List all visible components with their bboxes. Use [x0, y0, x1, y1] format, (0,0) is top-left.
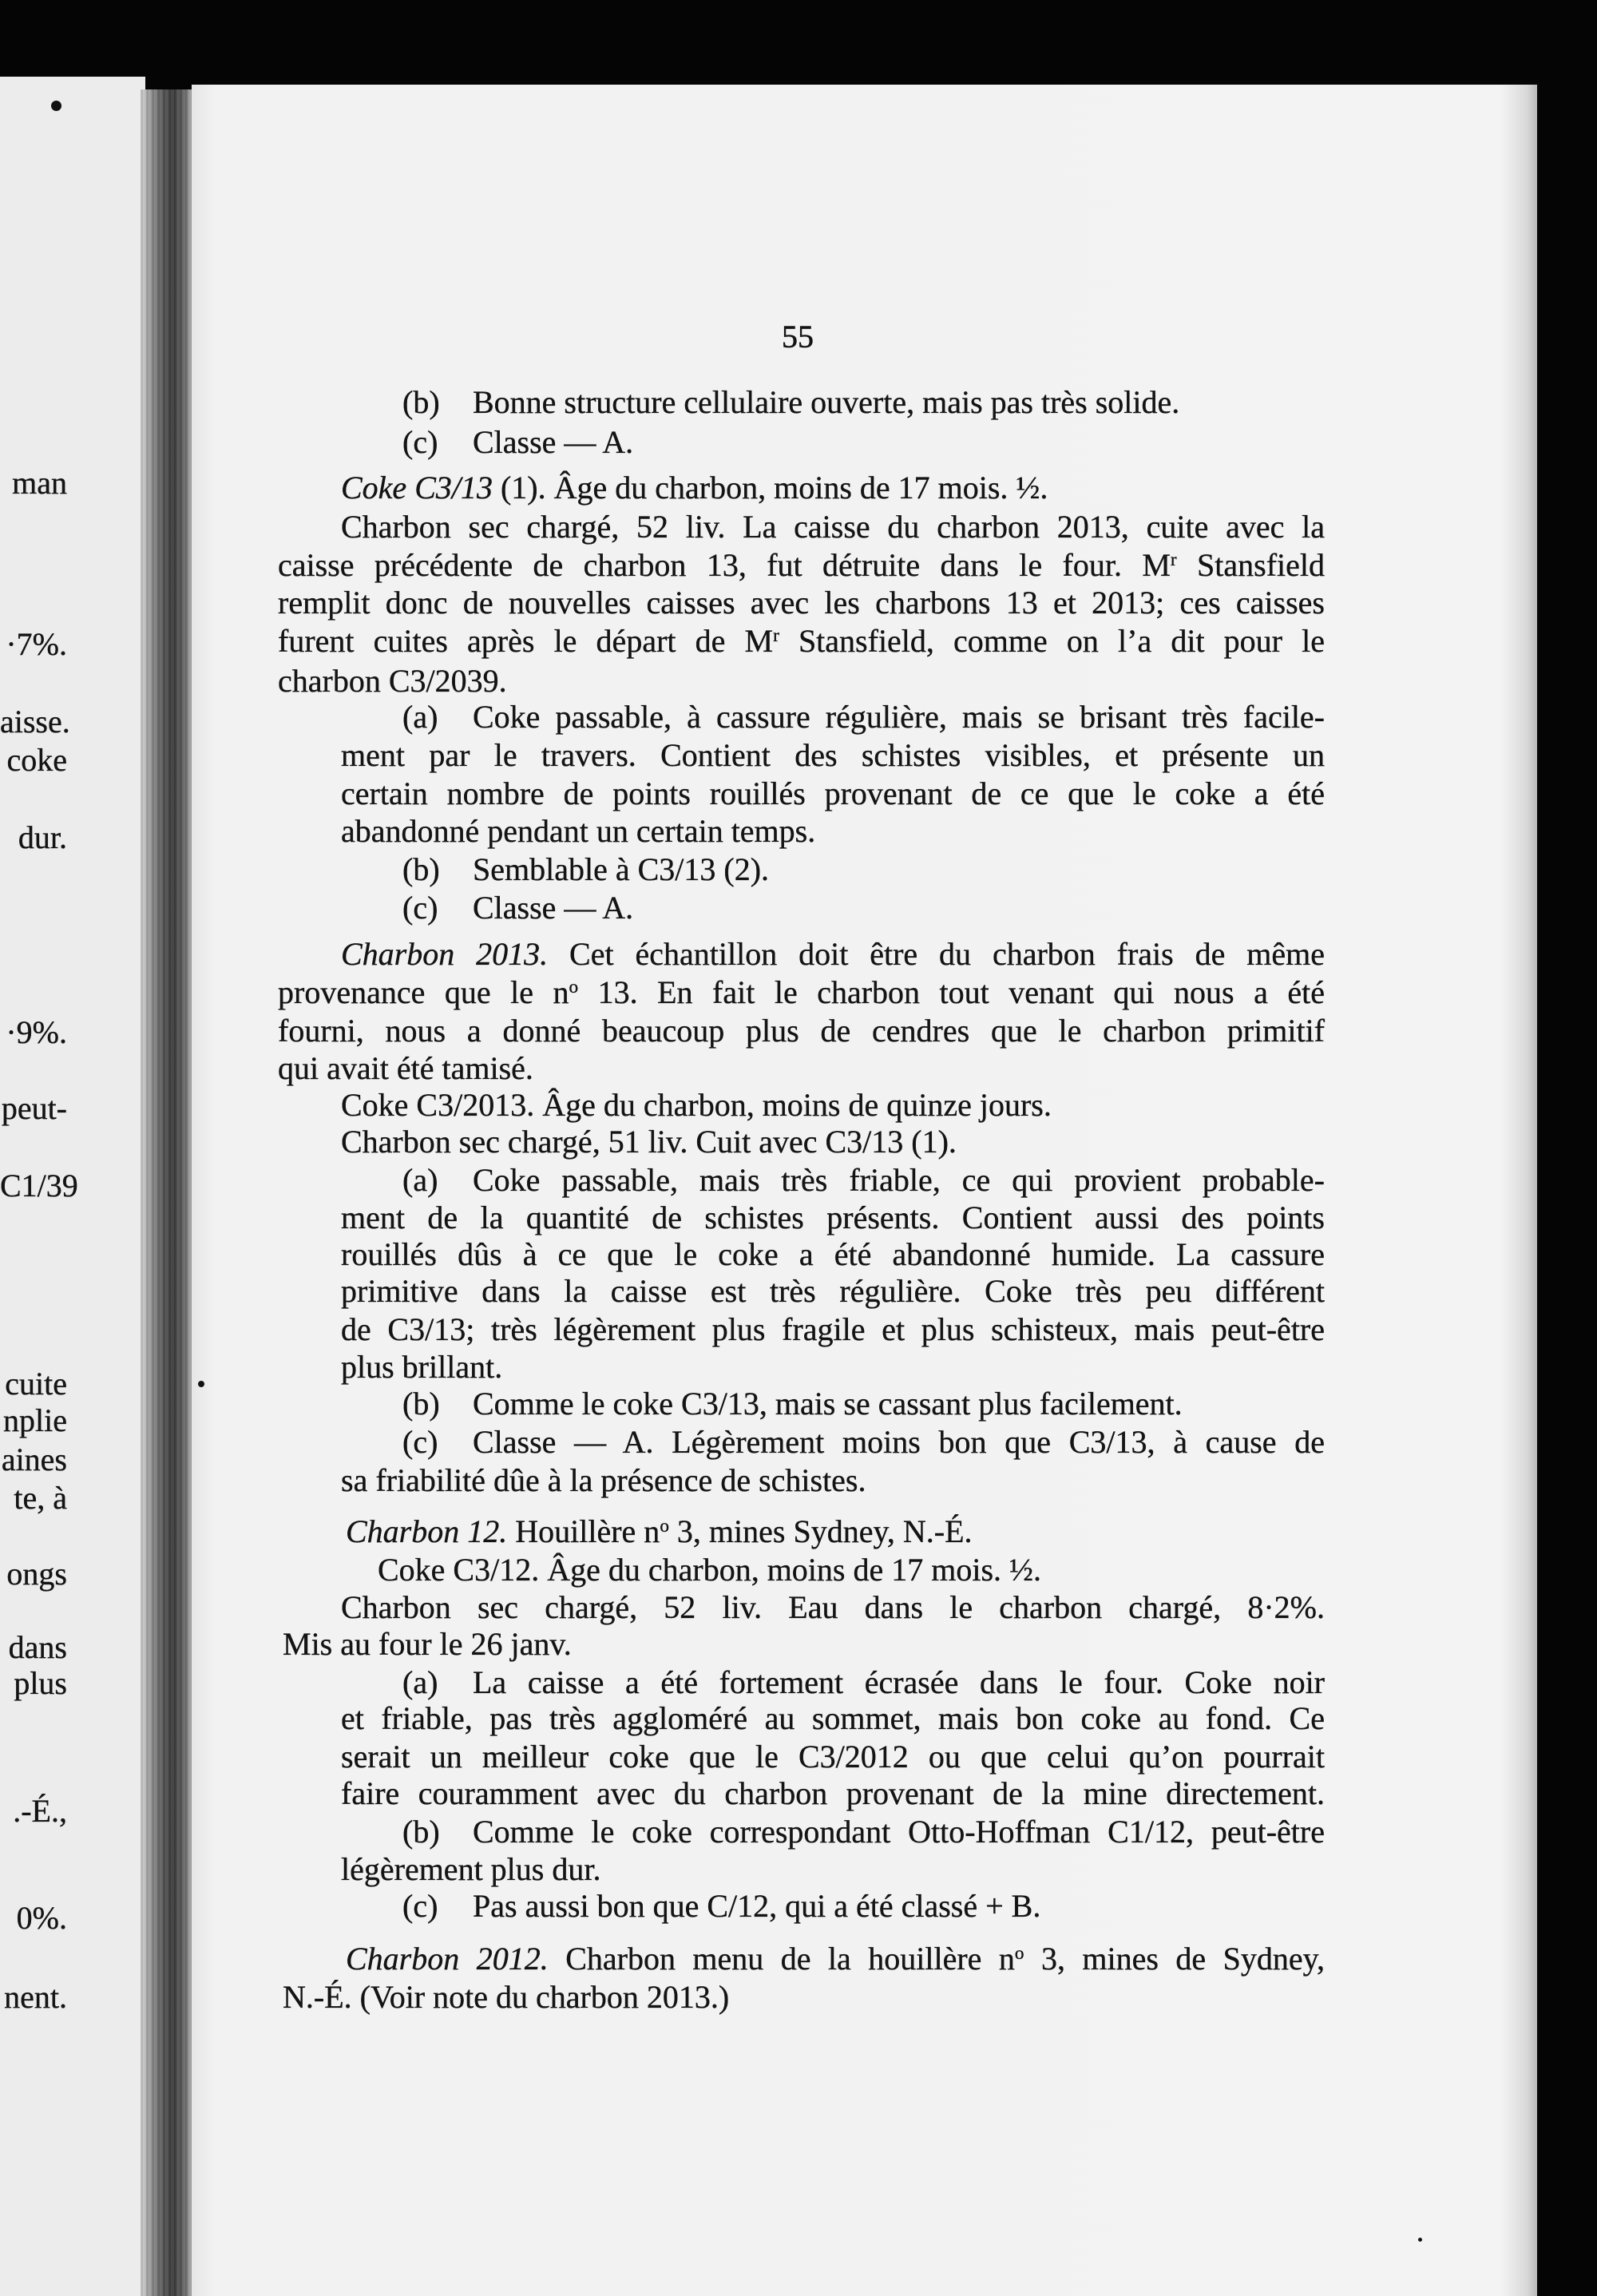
- text-line: [341, 1775, 1325, 1813]
- superscript: r: [773, 625, 779, 647]
- superscript: r: [1170, 549, 1177, 571]
- text-line: [341, 1272, 1325, 1311]
- item-marker: (c): [402, 1888, 438, 1924]
- line-text: Coke passable, à cassure régulière, mais se brisant très facile-: [473, 699, 1325, 735]
- text-line: [341, 1311, 1325, 1349]
- item-marker: (a): [402, 1162, 438, 1198]
- fragment-text: man: [12, 465, 67, 501]
- fragment-text: te, à: [14, 1480, 67, 1516]
- text-line: [402, 1161, 1325, 1200]
- text-line: [341, 508, 1325, 546]
- ink-speck: [198, 1381, 204, 1387]
- line-text: Pas aussi bon que C/12, qui a été classé + B.: [473, 1888, 1041, 1924]
- text-line: [402, 383, 1325, 422]
- line-text: Charbon menu de la houillère n: [565, 1941, 1015, 1977]
- line-text: (1). Âge du charbon, moins de 17 mois. ½.: [500, 470, 1048, 506]
- line-text: sa friabilité dûe à la présence de schistes.: [341, 1462, 866, 1498]
- text-line: [278, 974, 1325, 1012]
- text-line: [341, 1086, 1325, 1124]
- text-line: [346, 1940, 1325, 1978]
- line-text: Mis au four le 26 janv.: [283, 1626, 572, 1662]
- text-line: [341, 1850, 1325, 1889]
- superscript: o: [1014, 1943, 1024, 1965]
- line-text: 3, mines de Sydney,: [1040, 1941, 1326, 1977]
- text-line: [341, 1588, 1325, 1627]
- entry-heading: Charbon 12.: [346, 1513, 508, 1549]
- text-line: [341, 1348, 1325, 1386]
- text-line: [341, 1235, 1325, 1274]
- line-text: Classe — A.: [473, 890, 634, 926]
- text-line: [341, 935, 1325, 974]
- line-text: Houillère n: [515, 1513, 660, 1549]
- text-line: [278, 546, 1325, 585]
- line-text: faire couramment avec du charbon provenant de la mine directement.: [341, 1775, 1325, 1811]
- text-line: [341, 1199, 1325, 1237]
- text-line: [402, 1664, 1325, 1702]
- text-line: [402, 851, 1325, 889]
- text-line: [402, 1887, 1325, 1925]
- superscript: o: [660, 1516, 669, 1537]
- text-line: [283, 1625, 1325, 1664]
- fragment-text: nent.: [4, 1979, 67, 2015]
- line-text: ment de la quantité de schistes présents. Contient aussi des points: [341, 1200, 1325, 1235]
- text-line: [402, 698, 1325, 736]
- line-text: ment par le travers. Contient des schistes visibles, et présente un: [341, 737, 1325, 773]
- text-line: [278, 584, 1325, 622]
- line-text: 13. En fait le charbon tout venant qui nous a été: [597, 974, 1325, 1010]
- line-text: légèrement plus dur.: [341, 1851, 601, 1887]
- fragment-text: nplie: [3, 1402, 67, 1438]
- book-gutter: [141, 89, 195, 2296]
- text-line: [402, 423, 1325, 462]
- item-marker: (b): [402, 384, 440, 420]
- line-text: certain nombre de points rouillés provenant de ce que le coke a été: [341, 775, 1325, 811]
- fragment-text: dans: [8, 1629, 67, 1665]
- text-line: [402, 1813, 1325, 1851]
- entry-heading: Coke C3/13: [341, 470, 493, 506]
- item-marker: (b): [402, 1814, 440, 1850]
- line-text: Comme le coke correspondant Otto-Hoffman C1/12, peut-être: [473, 1814, 1325, 1850]
- line-text: Stansfield: [1197, 547, 1325, 583]
- fragment-text: 0%.: [16, 1900, 67, 1936]
- entry-heading: Charbon 2012.: [346, 1941, 549, 1977]
- text-line: [341, 775, 1325, 813]
- entry-heading: Charbon 2013.: [341, 936, 549, 972]
- fragment-text: ongs: [6, 1556, 67, 1592]
- text-line: [341, 736, 1325, 775]
- line-text: Cet échantillon doit être du charbon frais de même: [569, 936, 1326, 972]
- line-text: Charbon sec chargé, 51 liv. Cuit avec C3/13 (1).: [341, 1124, 957, 1160]
- line-text: Coke C3/12. Âge du charbon, moins de 17 mois. ½.: [378, 1552, 1042, 1588]
- text-line: [341, 1461, 1325, 1500]
- item-marker: (c): [402, 424, 438, 460]
- line-text: Bonne structure cellulaire ouverte, mais pas très solide.: [473, 384, 1180, 420]
- text-line: [278, 1049, 1325, 1088]
- ink-speck: [51, 101, 61, 111]
- item-marker: (c): [402, 890, 438, 926]
- text-line: [278, 662, 1325, 700]
- fragment-text: aines: [1, 1441, 67, 1477]
- line-text: serait un meilleur coke que le C3/2012 ou que celui qu’on pourrait: [341, 1739, 1325, 1775]
- item-marker: (b): [402, 851, 440, 887]
- line-text: Coke passable, mais très friable, ce qui provient probable-: [473, 1162, 1325, 1198]
- line-text: 3, mines Sydney, N.-É.: [676, 1513, 973, 1549]
- fragment-text: .-É.,: [13, 1793, 67, 1829]
- fragment-text: plus: [14, 1665, 67, 1701]
- superscript: o: [569, 977, 579, 998]
- line-text: Classe — A.: [473, 424, 634, 460]
- text-line: [402, 1423, 1325, 1461]
- fragment-text: ·9%.: [6, 1014, 67, 1050]
- fragment-text: dur.: [18, 819, 67, 855]
- item-marker: (c): [402, 1424, 438, 1460]
- line-text: Charbon sec chargé, 52 liv. La caisse du charbon 2013, cuite avec la: [341, 509, 1325, 545]
- line-text: qui avait été tamisé.: [278, 1050, 533, 1086]
- line-text: Coke C3/2013. Âge du charbon, moins de quinze jours.: [341, 1087, 1052, 1123]
- line-text: plus brillant.: [341, 1349, 503, 1385]
- line-text: provenance que le n: [278, 974, 569, 1010]
- text-line: [341, 1738, 1325, 1776]
- line-text: Stansfield, comme on l’a dit pour le: [798, 623, 1325, 659]
- item-marker: (a): [402, 1664, 438, 1700]
- item-marker: (b): [402, 1386, 440, 1422]
- text-line: [341, 1123, 1325, 1161]
- line-text: charbon C3/2039.: [278, 663, 507, 699]
- text-line: [402, 1385, 1325, 1423]
- ink-speck: [1418, 2238, 1422, 2242]
- fragment-text: C1/39: [0, 1168, 78, 1204]
- line-text: primitive dans la caisse est très régulière. Coke très peu différent: [341, 1273, 1325, 1309]
- item-marker: (a): [402, 699, 438, 735]
- text-line: [278, 622, 1325, 660]
- page-number: 55: [782, 319, 814, 355]
- line-text: caisse précédente de charbon 13, fut détruite dans le four. M: [278, 547, 1171, 583]
- text-line: [278, 1012, 1325, 1050]
- line-text: remplit donc de nouvelles caisses avec les charbons 13 et 2013; ces caisses: [278, 585, 1325, 621]
- text-line: [283, 1978, 1325, 2016]
- text-line: [341, 469, 1325, 507]
- fragment-text: ·7%.: [6, 626, 67, 662]
- line-text: de C3/13; très légèrement plus fragile et plus schisteux, mais peut-être: [341, 1311, 1325, 1347]
- line-text: Charbon sec chargé, 52 liv. Eau dans le charbon chargé, 8·2%.: [341, 1589, 1325, 1625]
- line-text: rouillés dûs à ce que le coke a été abandonné humide. La cassure: [341, 1236, 1325, 1272]
- fragment-text: coke: [6, 742, 67, 778]
- text-line: [346, 1513, 1325, 1551]
- line-text: et friable, pas très aggloméré au sommet, mais bon coke au fond. Ce: [341, 1700, 1325, 1736]
- line-text: Classe — A. Légèrement moins bon que C3/13, à cause de: [473, 1424, 1325, 1460]
- fragment-text: peut-: [1, 1090, 67, 1126]
- fragment-text: cuite: [5, 1366, 67, 1402]
- line-text: furent cuites après le départ de M: [278, 623, 774, 659]
- line-text: Semblable à C3/13 (2).: [473, 851, 770, 887]
- text-line: [378, 1551, 1325, 1589]
- text-line: [341, 1699, 1325, 1738]
- line-text: fourni, nous a donné beaucoup plus de cendres que le charbon primitif: [278, 1013, 1325, 1049]
- previous-page-edge: [0, 77, 145, 2296]
- fragment-text: aisse.: [0, 704, 70, 740]
- line-text: abandonné pendant un certain temps.: [341, 813, 816, 849]
- text-line: [341, 812, 1325, 851]
- line-text: Comme le coke C3/13, mais se cassant plus facilement.: [473, 1386, 1183, 1422]
- line-text: La caisse a été fortement écrasée dans le four. Coke noir: [473, 1664, 1325, 1700]
- line-text: N.-É. (Voir note du charbon 2013.): [283, 1979, 730, 2015]
- text-line: [402, 889, 1325, 927]
